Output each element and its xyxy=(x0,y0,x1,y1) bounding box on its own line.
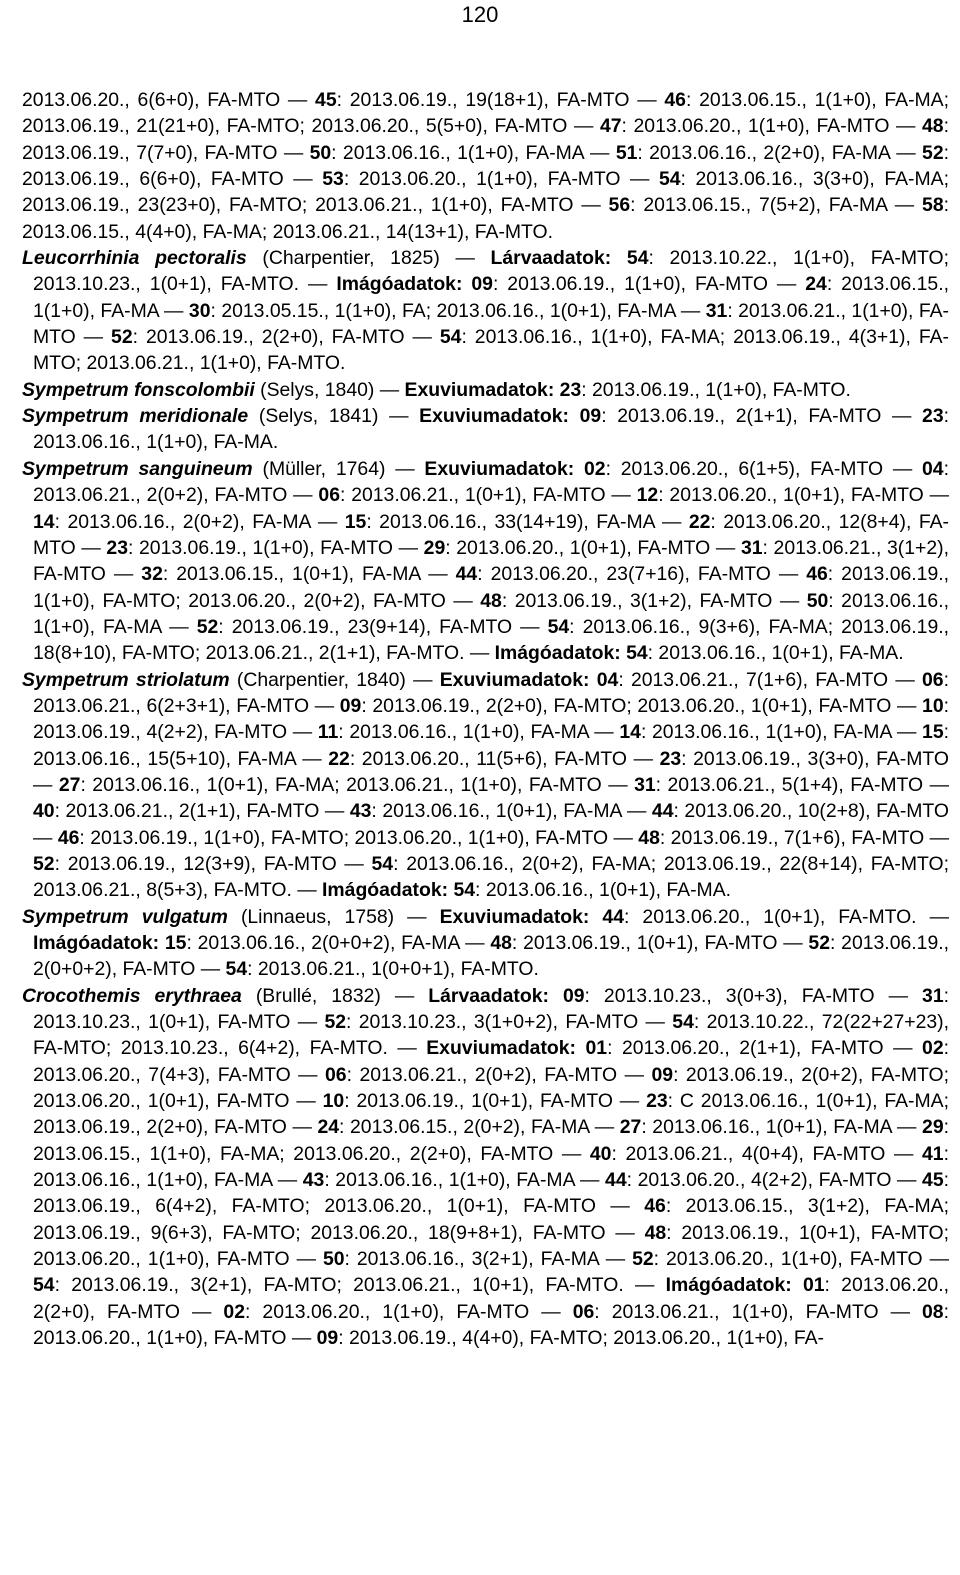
text-run: : 2013.06.16., 1(1+0), FA-MA — xyxy=(33,589,949,638)
site-code: Imágóadatok: 54 xyxy=(494,642,648,665)
site-code: 15 xyxy=(344,510,367,533)
text-run: : 2013.05.15., 1(1+0), FA; 2013.06.16., 1(0+1), FA-MA — xyxy=(210,299,706,322)
site-code: 30 xyxy=(188,299,211,322)
text-run: : 2013.06.20., 23(7+16), FA-MTO — xyxy=(477,563,807,586)
site-code: 46 xyxy=(664,89,686,111)
site-code: 54 xyxy=(225,958,248,981)
text-run: : 2013.06.16., 1(0+1), FA-MA. xyxy=(647,642,904,665)
site-code: 22 xyxy=(688,510,711,533)
text-run: : 2013.06.19., 7(1+6), FA-MTO — xyxy=(659,826,949,849)
site-code: 46 xyxy=(644,1195,666,1218)
species-name: Crocothemis erythraea xyxy=(22,984,242,1007)
site-code: 53 xyxy=(322,168,344,191)
text-run: : 2013.06.19., 3(2+1), FA-MTO; 2013.06.21., 1(0+1), FA-MTO. — xyxy=(54,1274,666,1297)
text-run: : 2013.06.20., 2(2+0), FA-MTO — xyxy=(33,1274,949,1323)
text-run: : 2013.06.16., 15(5+10), FA-MA — xyxy=(33,721,949,770)
text-run: : C 2013.06.16., 1(0+1), FA-MA; 2013.06.19., 2(2+0), FA-MTO — xyxy=(33,1090,949,1139)
site-code: 22 xyxy=(328,747,350,770)
species-name: Sympetrum fonscolombii xyxy=(22,378,255,401)
text-run: : 2013.06.19., 1(0+1), FA-MTO — xyxy=(511,932,809,954)
site-code: Exuviumadatok: 09 xyxy=(419,405,602,428)
text-run: : 2013.06.20., 10(2+8), FA-MTO — xyxy=(33,800,949,849)
text-run: : 2013.06.16., 1(0+1), FA-MA — xyxy=(641,1116,923,1139)
site-code: 02 xyxy=(922,1037,944,1060)
site-code: 51 xyxy=(615,141,638,164)
text-run: : 2013.06.19., 6(4+2), FA-MTO; 2013.06.20., 1(0+1), FA-MTO — xyxy=(33,1169,949,1218)
site-code: 31 xyxy=(922,984,944,1007)
text-run: : 2013.06.21., 5(1+4), FA-MTO — xyxy=(655,773,949,796)
text-run: : 2013.06.21., 3(1+2), FA-MTO — xyxy=(33,536,949,586)
text-run: : 2013.06.15., 7(5+2), FA-MA — xyxy=(630,194,923,217)
text-run: : 2013.06.15., 4(4+0), FA-MA; 2013.06.21., 14(13+1), FA-MTO. xyxy=(22,194,949,243)
text-run: : 2013.06.16., 1(0+1), FA-MA. xyxy=(475,879,732,902)
text-run: : 2013.06.16., 33(14+19), FA-MA — xyxy=(366,510,689,533)
site-code: 52 xyxy=(922,141,944,164)
text-run: : 2013.06.16., 1(1+0), FA-MA — xyxy=(33,1142,949,1192)
text-run: : 2013.10.23., 1(0+1), FA-MTO — xyxy=(33,984,949,1034)
text-run: : 2013.06.20., 1(1+0), FA-MTO — xyxy=(621,115,923,138)
text-run: : 2013.06.19., 3(1+2), FA-MTO — xyxy=(501,589,807,612)
site-code: 50 xyxy=(322,1248,345,1271)
text-run: : 2013.06.21., 4(0+4), FA-MTO — xyxy=(611,1142,923,1165)
site-code: 12 xyxy=(636,484,659,507)
site-code: 50 xyxy=(806,589,829,612)
site-code: 48 xyxy=(480,589,502,612)
species-entry-sympetrum-striolatum xyxy=(22,667,949,904)
text-run: : 2013.06.15., 1(1+0), FA-MA; 2013.06.20., 2(2+0), FA-MTO — xyxy=(33,1116,950,1165)
site-code: Exuviumadatok: 44 xyxy=(439,905,624,928)
site-code: 44 xyxy=(455,563,478,586)
text-run: : 2013.06.19., 1(1+0), FA-MTO; 2013.06.20., 2(0+2), FA-MTO — xyxy=(33,563,950,612)
text-run: (Selys, 1840) — xyxy=(254,378,405,401)
text-run: : 2013.06.20., 1(1+0), FA-MTO — xyxy=(245,1300,573,1323)
site-code: 32 xyxy=(141,563,163,586)
text-run: : 2013.06.19., 12(3+9), FA-MTO — xyxy=(54,852,372,875)
site-code: 10 xyxy=(922,694,944,717)
text-run: : 2013.06.19., 2(0+0+2), FA-MTO — xyxy=(33,932,949,981)
text-run: : 2013.06.19., 3(3+0), FA-MTO — xyxy=(33,747,949,796)
text-run: : 2013.06.21., 2(1+1), FA-MTO — xyxy=(54,800,350,823)
site-code: 24 xyxy=(805,273,827,296)
text-run: : 2013.06.20., 12(8+4), FA-MTO — xyxy=(33,510,949,559)
text-run: : 2013.10.22., 72(22+27+23), FA-MTO; 2013.10.23., 6(4+2), FA-MTO. — xyxy=(33,1011,949,1060)
text-run: : 2013.06.20., 7(4+3), FA-MTO — xyxy=(33,1037,949,1086)
site-code: 58 xyxy=(922,194,944,217)
text-run: : 2013.06.19., 1(1+0), FA-MTO — xyxy=(492,273,806,296)
site-code: Exuviumadatok: 04 xyxy=(439,668,619,691)
site-code: 47 xyxy=(599,115,622,138)
site-code: 46 xyxy=(57,826,80,849)
text-run: : 2013.06.16., 1(1+0), FA-MA — xyxy=(331,141,616,164)
text-run: : 2013.06.16., 2(0+2), FA-MA; 2013.06.19., 22(8+14), FA-MTO; 2013.06.21., 8(5+3), FA-MTO. — xyxy=(33,852,949,902)
site-code: 23 xyxy=(646,1090,668,1113)
text-run: : 2013.10.23., 3(0+3), FA-MTO — xyxy=(584,984,923,1007)
site-code: 23 xyxy=(106,536,128,559)
text-run: : 2013.06.16., 1(1+0), FA-MA — xyxy=(640,721,923,744)
site-code: 29 xyxy=(922,1116,944,1139)
text-run: : 2013.06.15., 2(0+2), FA-MA — xyxy=(339,1116,620,1139)
site-code: 44 xyxy=(605,1169,627,1192)
species-entry-sympetrum-fonscolombii xyxy=(22,377,949,403)
site-code: Exuviumadatok: 23 xyxy=(404,378,582,401)
site-code: 48 xyxy=(922,115,944,138)
site-code: Exuviumadatok: 01 xyxy=(426,1037,608,1060)
text-run: : 2013.06.20., 11(5+6), FA-MTO — xyxy=(349,747,660,770)
text-run: : 2013.06.21., 1(1+0), FA-MTO — xyxy=(594,1300,923,1323)
site-code: 52 xyxy=(196,615,219,638)
site-code: 44 xyxy=(651,800,674,823)
site-code: 09 xyxy=(316,1327,339,1350)
site-code: 11 xyxy=(317,721,339,744)
site-code: 10 xyxy=(322,1090,345,1113)
site-code: 50 xyxy=(309,141,332,164)
text-run: : 2013.06.16., 3(2+1), FA-MA — xyxy=(344,1248,633,1271)
site-code: 24 xyxy=(317,1116,340,1139)
site-code: 45 xyxy=(922,1169,944,1192)
site-code: 52 xyxy=(808,932,830,954)
species-name: Sympetrum vulgatum xyxy=(22,905,228,928)
site-code: 40 xyxy=(33,800,55,823)
site-code: 14 xyxy=(33,510,55,533)
site-code: 23 xyxy=(659,747,682,770)
species-name: Leucorrhinia pectoralis xyxy=(22,247,247,270)
site-code: 04 xyxy=(922,457,944,480)
text-run: : 2013.06.20., 1(1+0), FA-MTO — xyxy=(653,1248,949,1271)
text-run: : 2013.06.16., 2(2+0), FA-MA — xyxy=(637,141,923,164)
text-run: : 2013.06.16., 1(1+0), FA-MA. xyxy=(33,405,950,454)
text-run: : 2013.06.21., 2(0+2), FA-MTO — xyxy=(346,1063,652,1086)
text-run: : 2013.06.21., 2(0+2), FA-MTO — xyxy=(33,457,949,507)
text-run: : 2013.06.19., 23(9+14), FA-MTO — xyxy=(218,615,548,638)
site-code: Lárvaadatok: 09 xyxy=(428,984,585,1007)
site-code: 48 xyxy=(490,932,512,954)
text-run: : 2013.06.19., 2(0+2), FA-MTO; 2013.06.20., 1(0+1), FA-MTO — xyxy=(33,1063,949,1113)
site-code: Imágóadatok: 54 xyxy=(322,879,476,902)
text-run: : 2013.06.19., 1(1+0), FA-MTO. xyxy=(581,378,851,401)
site-code: 52 xyxy=(111,326,133,349)
site-code: 48 xyxy=(638,826,660,849)
text-run: : 2013.06.19., 1(0+1), FA-MTO; 2013.06.20., 1(1+0), FA-MTO — xyxy=(33,1221,949,1271)
site-code: Lárvaadatok: 54 xyxy=(490,247,649,270)
site-code: 54 xyxy=(439,326,462,349)
species-entry-sympetrum-meridionale xyxy=(22,403,949,456)
site-code: 54 xyxy=(33,1274,55,1297)
text-run: (Müller, 1764) — xyxy=(252,457,425,480)
text-run: : 2013.06.21., 6(2+3+1), FA-MTO — xyxy=(33,668,949,717)
species-name: Sympetrum striolatum xyxy=(22,668,230,691)
site-code: 52 xyxy=(324,1011,347,1034)
site-code: 09 xyxy=(339,694,362,717)
text-run: (Charpentier, 1825) — xyxy=(246,247,491,270)
text-run: (Brullé, 1832) — xyxy=(241,984,429,1007)
paragraph xyxy=(22,87,949,245)
site-code: 54 xyxy=(371,852,394,875)
site-code: 41 xyxy=(922,1142,944,1165)
site-code: 15 xyxy=(922,721,944,744)
text-run: (Linnaeus, 1758) — xyxy=(227,905,440,928)
text-run: : 2013.06.19., 1(0+1), FA-MTO — xyxy=(344,1090,647,1113)
site-code: 43 xyxy=(349,800,372,823)
site-code: 02 xyxy=(223,1300,245,1323)
text-run: : 2013.06.16., 1(0+1), FA-MA; 2013.06.21., 1(1+0), FA-MTO — xyxy=(80,773,635,796)
text-run: : 2013.06.20., 1(1+0), FA-MTO — xyxy=(33,1300,949,1350)
site-code: 31 xyxy=(705,299,728,322)
site-code: 31 xyxy=(740,536,763,559)
text-run: : 2013.06.15., 1(1+0), FA-MA — xyxy=(33,273,949,322)
text-run: : 2013.06.16., 9(3+6), FA-MA; 2013.06.19., 18(8+10), FA-MTO; 2013.06.21., 2(1+1), FA-MTO. — xyxy=(33,615,950,665)
text-run: : 2013.06.16., 2(0+0+2), FA-MA — xyxy=(186,932,491,954)
text-run: : 2013.06.19., 6(6+0), FA-MTO — xyxy=(22,141,949,191)
site-code: 45 xyxy=(315,89,337,111)
species-entry-sympetrum-vulgatum xyxy=(22,904,949,983)
text-run: (Charpentier, 1840) — xyxy=(229,668,440,691)
site-code: Exuviumadatok: 02 xyxy=(424,457,606,480)
site-code: 52 xyxy=(33,852,55,875)
species-entry-crocothemis-erythraea xyxy=(22,983,949,1352)
site-code: 52 xyxy=(632,1248,654,1271)
text-run: : 2013.06.16., 2(0+2), FA-MA — xyxy=(54,510,345,533)
text-run: : 2013.06.20., 6(1+5), FA-MTO — xyxy=(605,457,923,480)
site-code: 06 xyxy=(572,1300,595,1323)
text-run: : 2013.06.19., 1(1+0), FA-MTO; 2013.06.20., 1(1+0), FA-MTO — xyxy=(79,826,639,849)
site-code: 31 xyxy=(634,773,656,796)
site-code: Imágóadatok: 09 xyxy=(336,273,493,296)
site-code: 54 xyxy=(658,168,681,191)
site-code: 48 xyxy=(644,1221,667,1244)
text-run: : 2013.06.20., 1(0+1), FA-MTO — xyxy=(658,484,949,507)
text-run: : 2013.06.19., 4(4+0), FA-MTO; 2013.06.20., 1(1+0), FA- xyxy=(338,1327,824,1350)
text-run: : 2013.06.21., 1(0+1), FA-MTO — xyxy=(339,484,637,507)
species-name: Sympetrum meridionale xyxy=(22,405,249,428)
site-code: 46 xyxy=(806,563,828,586)
site-code: 43 xyxy=(302,1169,325,1192)
site-code: 06 xyxy=(922,668,944,691)
site-code: 06 xyxy=(318,484,340,507)
site-code: 08 xyxy=(922,1300,944,1323)
text-run: : 2013.06.20., 1(1+0), FA-MTO — xyxy=(343,168,659,191)
text-run: : 2013.06.20., 2(1+1), FA-MTO — xyxy=(607,1037,923,1060)
text-run: : 2013.06.21., 7(1+6), FA-MTO — xyxy=(618,668,923,691)
text-run: : 2013.10.23., 3(1+0+2), FA-MTO — xyxy=(346,1011,673,1034)
document-body xyxy=(22,87,949,1352)
site-code: Imágóadatok: 01 xyxy=(665,1274,825,1297)
text-run: : 2013.06.16., 1(1+0), FA-MA — xyxy=(338,721,620,744)
text-run: : 2013.06.16., 1(0+1), FA-MA — xyxy=(371,800,652,823)
text-run: : 2013.06.19., 2(1+1), FA-MTO — xyxy=(601,405,923,428)
text-run: : 2013.06.19., 2(2+0), FA-MTO; 2013.06.20., 1(0+1), FA-MTO — xyxy=(361,694,923,717)
site-code: 54 xyxy=(547,615,570,638)
text-run: : 2013.06.19., 1(1+0), FA-MTO — xyxy=(127,536,424,559)
species-entry-leucorrhinia-pectoralis xyxy=(22,245,949,377)
site-code: 29 xyxy=(423,536,446,559)
site-code: 54 xyxy=(672,1011,694,1034)
text-run: : 2013.06.16., 1(1+0), FA-MA — xyxy=(324,1169,606,1192)
site-code: 56 xyxy=(608,194,631,217)
site-code: Imágóadatok: 15 xyxy=(33,932,187,954)
site-code: 06 xyxy=(325,1063,347,1086)
text-run: : 2013.10.22., 1(1+0), FA-MTO; 2013.10.23., 1(0+1), FA-MTO. — xyxy=(33,247,949,296)
text-run: : 2013.06.19., 4(2+2), FA-MTO — xyxy=(33,694,949,744)
text-run: : 2013.06.20., 1(0+1), FA-MTO — xyxy=(445,536,741,559)
site-code: 23 xyxy=(922,405,944,428)
page-number: 120 xyxy=(461,2,499,27)
text-run: : 2013.06.16., 1(1+0), FA-MA; 2013.06.19., 4(3+1), FA-MTO; 2013.06.21., 1(1+0), FA-MTO. xyxy=(33,326,949,375)
text-run: : 2013.06.20., 4(2+2), FA-MTO — xyxy=(626,1169,923,1192)
text-run: : 2013.06.15., 1(1+0), FA-MA; 2013.06.19., 21(21+0), FA-MTO; 2013.06.20., 5(5+0), FA-MTO — xyxy=(22,89,949,138)
text-run: : 2013.06.19., 7(7+0), FA-MTO — xyxy=(22,115,949,164)
site-code: 09 xyxy=(651,1063,674,1086)
text-run: : 2013.06.15., 3(1+2), FA-MA; 2013.06.19., 9(6+3), FA-MTO; 2013.06.20., 18(9+8+1), FA-MTO — xyxy=(33,1195,949,1244)
site-code: 27 xyxy=(619,1116,642,1139)
text-run: : 2013.06.19., 2(2+0), FA-MTO — xyxy=(132,326,440,349)
text-run: : 2013.06.16., 3(3+0), FA-MA; 2013.06.19., 23(23+0), FA-MTO; 2013.06.21., 1(1+0), FA-MTO — xyxy=(22,168,949,217)
site-code: 27 xyxy=(58,773,81,796)
text-run: : 2013.06.19., 19(18+1), FA-MTO — xyxy=(336,89,665,111)
site-code: 14 xyxy=(619,721,641,744)
site-code: 40 xyxy=(589,1142,612,1165)
text-run: 2013.06.20., 6(6+0), FA-MTO — xyxy=(22,89,316,111)
text-run: : 2013.06.15., 1(0+1), FA-MA — xyxy=(162,563,456,586)
text-run: : 2013.06.21., 1(1+0), FA-MTO — xyxy=(33,299,950,349)
species-entry-sympetrum-sanguineum xyxy=(22,456,949,667)
text-run: : 2013.06.21., 1(0+0+1), FA-MTO. xyxy=(247,958,539,981)
species-name: Sympetrum sanguineum xyxy=(22,457,253,480)
text-run: (Selys, 1841) — xyxy=(248,405,420,428)
text-run: : 2013.06.20., 1(0+1), FA-MTO. — xyxy=(623,905,949,928)
